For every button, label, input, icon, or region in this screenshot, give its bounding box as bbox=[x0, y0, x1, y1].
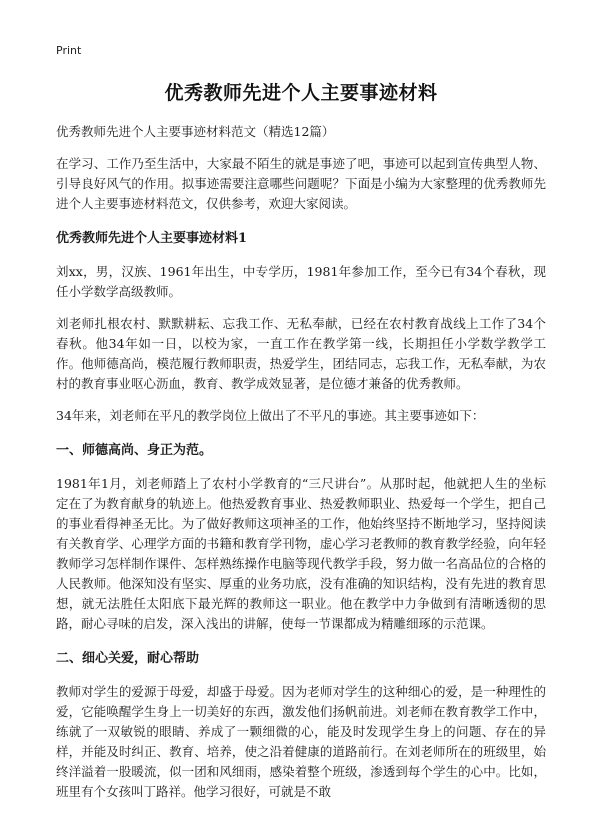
intro-paragraph: 在学习、工作乃至生活中，大家最不陌生的就是事迹了吧，事迹可以起到宣传典型人物、引导良好风气的作用。拟事迹需要注意哪些问题呢？下面是小编为大家整理的优秀教师先进个人主要事迹材料范文，仅供参考，欢迎大家阅读。 bbox=[56, 156, 546, 211]
subheading-b: 二、细心关爱，耐心帮助 bbox=[56, 651, 200, 666]
subheading-a: 一、师德高尚、身正为范。 bbox=[56, 443, 213, 458]
paragraph-3: 34年来，刘老师在平凡的教学岗位上做出了不平凡的事迹。其主要事迹如下： bbox=[56, 408, 485, 423]
print-link[interactable]: Print bbox=[56, 44, 82, 57]
paragraph-2: 刘老师扎根农村、默默耕耘、忘我工作、无私奉献，已经在农村教育战线上工作了34个春秋。他34年如一日，以校为家，一直工作在教学第一线，长期担任小学数学教学工作。他师德高尚，模范履行教师职责，热爱学生，团结同志，忘我工作，无私奉献，为农村的教育事业呕心沥血，教育、教学成效显著，是位德才兼备的优秀教师。 bbox=[56, 316, 546, 391]
paragraph-4: 1981年1月，刘老师踏上了农村小学教育的“三尺讲台”。从那时起，他就把人生的坐标定在了为教育献身的轨迹上。他热爱教育事业、热爱教师职业、热爱每一个学生，把自己的事业看得神圣无比。为了做好教师这项神圣的工作，他始终坚持不断地学习，坚持阅读有关教育学、心理学方面的书籍和教育学刊物，虚心学习老教师的教育教学经验，向年轻教师学习怎样制作课件、怎样熟练操作电脑等现代教学手段，努力做一名高品位的合格的人民教师。他深知没有坚实、厚重的业务功底，没有准确的知识结构，没有先进的教育思想，就无法胜任太阳底下最光辉的教师这一职业。他在教学中力争做到有清晰透彻的思路，耐心寻味的启发，深入浅出的讲解，使每一节课都成为精雕细琢的示范课。 bbox=[56, 476, 546, 631]
section-heading-1: 优秀教师先进个人主要事迹材料1 bbox=[56, 231, 248, 246]
document-title: 优秀教师先进个人主要事迹材料 bbox=[164, 82, 438, 104]
document-page bbox=[56, 80, 546, 802]
paragraph-5: 教师对学生的爱源于母爱，却盛于母爱。因为老师对学生的这种细心的爱，是一种理性的爱，它能唤醒学生身上一切美好的东西，激发他们扬帆前进。刘老师在教育教学工作中，练就了一双敏锐的眼睛、养成了一颗细微的心，能及时发现学生身上的问题、存在的异样，并能及时纠正、教育、培养，使之沿着健康的道路前行。在刘老师所在的班级里，始终洋溢着一股暖流，似一团和风细雨，感染着整个班级，渗透到每个学生的心中。比如，班里有个女孩叫丁路祥。他学习很好，可就是不敢 bbox=[56, 684, 546, 799]
document-subtitle: 优秀教师先进个人主要事迹材料范文（精选12篇） bbox=[56, 124, 335, 139]
paragraph-1: 刘xx，男，汉族、1961年出生，中专学历，1981年参加工作，至今已有34个春秋，现任小学数学高级教师。 bbox=[56, 264, 546, 299]
